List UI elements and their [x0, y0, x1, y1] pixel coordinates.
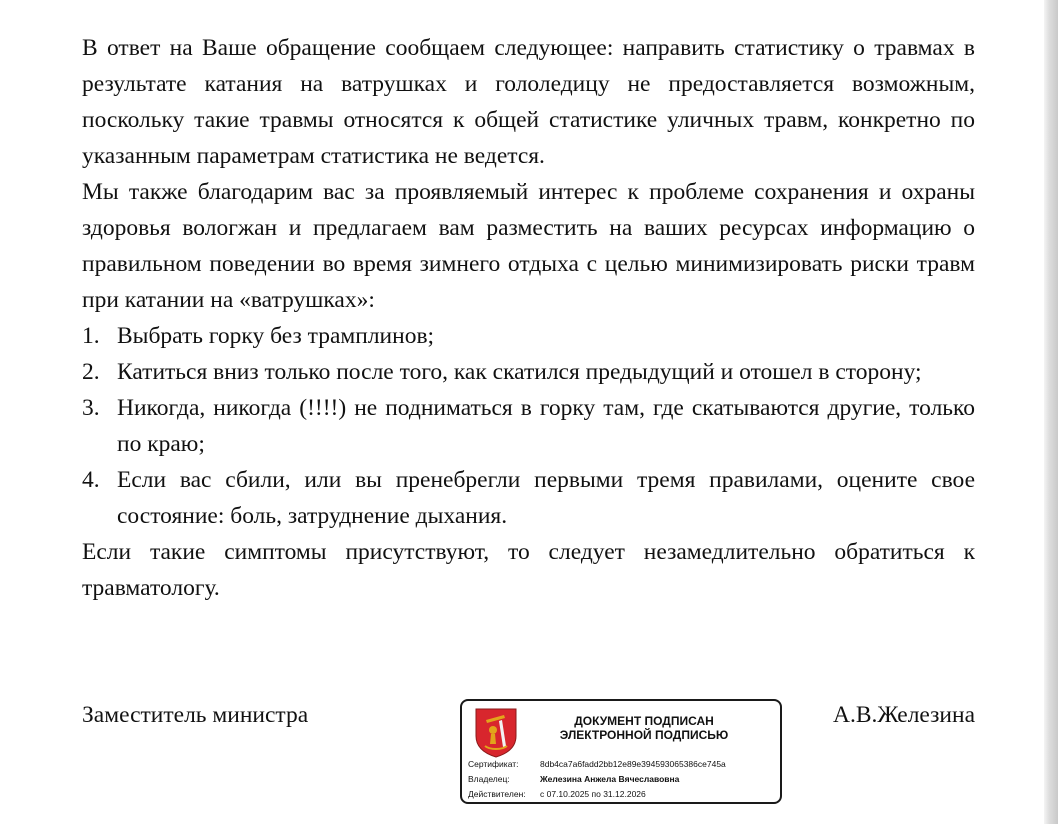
rules-list [82, 318, 975, 534]
signer-position: Заместитель министра [82, 702, 309, 728]
stamp-row-certificate [468, 757, 778, 772]
page-edge-shadow [1044, 0, 1058, 824]
paragraph-reply: В ответ на Ваше обращение сообщаем следующее: направить статистику о травмах в результате катания на ватрушках и гололедицу не предоставляется возможным, поскольку такие травмы относятся к общей статистике уличных травм, конкретно по указанным параметрам статистика не ведется. [82, 35, 975, 169]
signature-block [82, 698, 975, 808]
coat-of-arms-icon [472, 706, 520, 758]
electronic-signature-stamp [460, 699, 782, 804]
signer-name: А.В.Железина [833, 702, 975, 728]
list-text: Никогда, никогда (!!!!) не подниматься в горку там, где скатываются другие, только по краю; [117, 395, 975, 457]
list-item [82, 390, 975, 462]
stamp-row-validity [468, 787, 778, 802]
paragraph-thanks: Мы также благодарим вас за проявляемый интерес к проблеме сохранения и охраны здоровья вологжан и предлагаем вам разместить на ваших ресурсах информацию о правильном поведении во время зимнего отдыха с целью минимизировать риски травм при катании на «ватрушках»: [82, 179, 975, 313]
stamp-row-owner [468, 772, 778, 787]
validity-value: с 07.10.2025 по 31.12.2026 [540, 789, 646, 799]
list-item [82, 462, 975, 534]
validity-label: Действителен: [468, 789, 526, 799]
stamp-title [524, 714, 764, 742]
stamp-title-line: ЭЛЕКТРОННОЙ ПОДПИСЬЮ [559, 728, 729, 742]
certificate-label: Сертификат: [468, 759, 519, 769]
document-body [82, 30, 975, 606]
certificate-value: 8db4ca7a6fadd2bb12e89e394593065386ce745a [540, 759, 726, 769]
list-number: 1. [82, 323, 100, 349]
list-number: 4. [82, 467, 100, 493]
owner-value: Железина Анжела Вячеславовна [540, 774, 680, 784]
list-item [82, 354, 975, 390]
list-text: Катиться вниз только после того, как скатился предыдущий и отошел в сторону; [117, 359, 922, 385]
stamp-title-line: ДОКУМЕНТ ПОДПИСАН [574, 714, 714, 728]
list-number: 2. [82, 359, 100, 385]
stamp-details [468, 757, 778, 802]
list-text: Выбрать горку без трамплинов; [117, 323, 435, 349]
owner-label: Владелец: [468, 774, 510, 784]
list-number: 3. [82, 395, 100, 421]
paragraph-symptoms: Если такие симптомы присутствуют, то следует незамедлительно обратиться к травматологу. [82, 539, 975, 601]
list-text: Если вас сбили, или вы пренебрегли первыми тремя правилами, оцените свое состояние: боль, затруднение дыхания. [117, 467, 975, 529]
list-item [82, 318, 975, 354]
